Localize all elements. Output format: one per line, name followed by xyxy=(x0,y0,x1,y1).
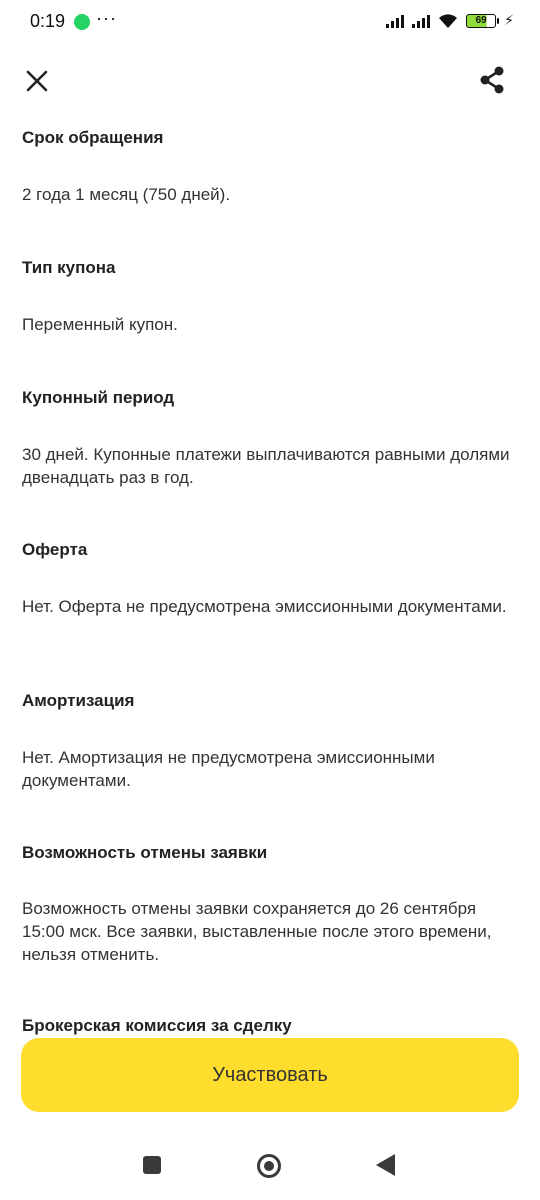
section-body: Нет. Амортизация не предусмотрена эмиссионными документами. xyxy=(22,748,435,790)
section-body: Переменный купон. xyxy=(22,315,178,334)
section-coupon-type-body xyxy=(22,313,512,336)
status-time: 0:19 xyxy=(30,11,66,31)
section-cancellation xyxy=(22,842,512,864)
section-coupon-period-body xyxy=(22,443,512,489)
navigation-bar xyxy=(0,1130,540,1200)
section-coupon-period xyxy=(22,387,512,409)
close-icon xyxy=(26,70,48,97)
section-cancellation-body xyxy=(22,897,512,966)
section-title: Купонный период xyxy=(22,388,175,407)
status-icons xyxy=(386,12,514,29)
more-notifications-icon: ··· xyxy=(96,8,117,28)
cell-signal-icon xyxy=(386,14,404,28)
home-icon[interactable] xyxy=(257,1154,281,1178)
section-body: 2 года 1 месяц (750 дней). xyxy=(22,185,231,204)
section-title: Оферта xyxy=(22,540,88,559)
section-offer-body xyxy=(22,595,512,618)
section-coupon-type xyxy=(22,257,512,279)
section-amortization-body xyxy=(22,746,512,792)
wifi-icon xyxy=(438,13,458,29)
section-title: Возможность отмены заявки xyxy=(22,843,268,862)
charging-icon: ⚡ xyxy=(504,12,514,28)
status-bar xyxy=(0,0,540,46)
section-title: Тип купона xyxy=(22,258,116,277)
share-icon xyxy=(478,66,506,99)
section-title: Срок обращения xyxy=(22,128,164,147)
section-broker-fee xyxy=(22,1015,512,1037)
section-amortization xyxy=(22,690,512,712)
section-term-body xyxy=(22,183,512,206)
close-button[interactable] xyxy=(20,66,54,100)
section-term xyxy=(22,127,512,149)
participate-button[interactable]: Участвовать xyxy=(21,1038,519,1112)
back-icon[interactable] xyxy=(376,1154,395,1176)
section-title: Амортизация xyxy=(22,691,135,710)
section-title: Брокерская комиссия за сделку xyxy=(22,1016,292,1035)
section-body: Возможность отмены заявки сохраняется до 26 сентября 15:00 мск. Все заявки, выставленные после этого времени, нельзя отменить. xyxy=(22,899,492,964)
section-body: Нет. Оферта не предусмотрена эмиссионными документами. xyxy=(22,597,507,616)
whatsapp-icon xyxy=(74,14,90,30)
section-offer xyxy=(22,539,512,561)
recents-icon[interactable] xyxy=(143,1156,161,1174)
cell-signal-icon xyxy=(412,14,430,28)
battery-icon xyxy=(466,14,496,28)
section-body: 30 дней. Купонные платежи выплачиваются равными долями двенадцать раз в год. xyxy=(22,445,510,487)
share-button[interactable] xyxy=(474,64,510,100)
battery-level: 69 xyxy=(475,14,487,26)
